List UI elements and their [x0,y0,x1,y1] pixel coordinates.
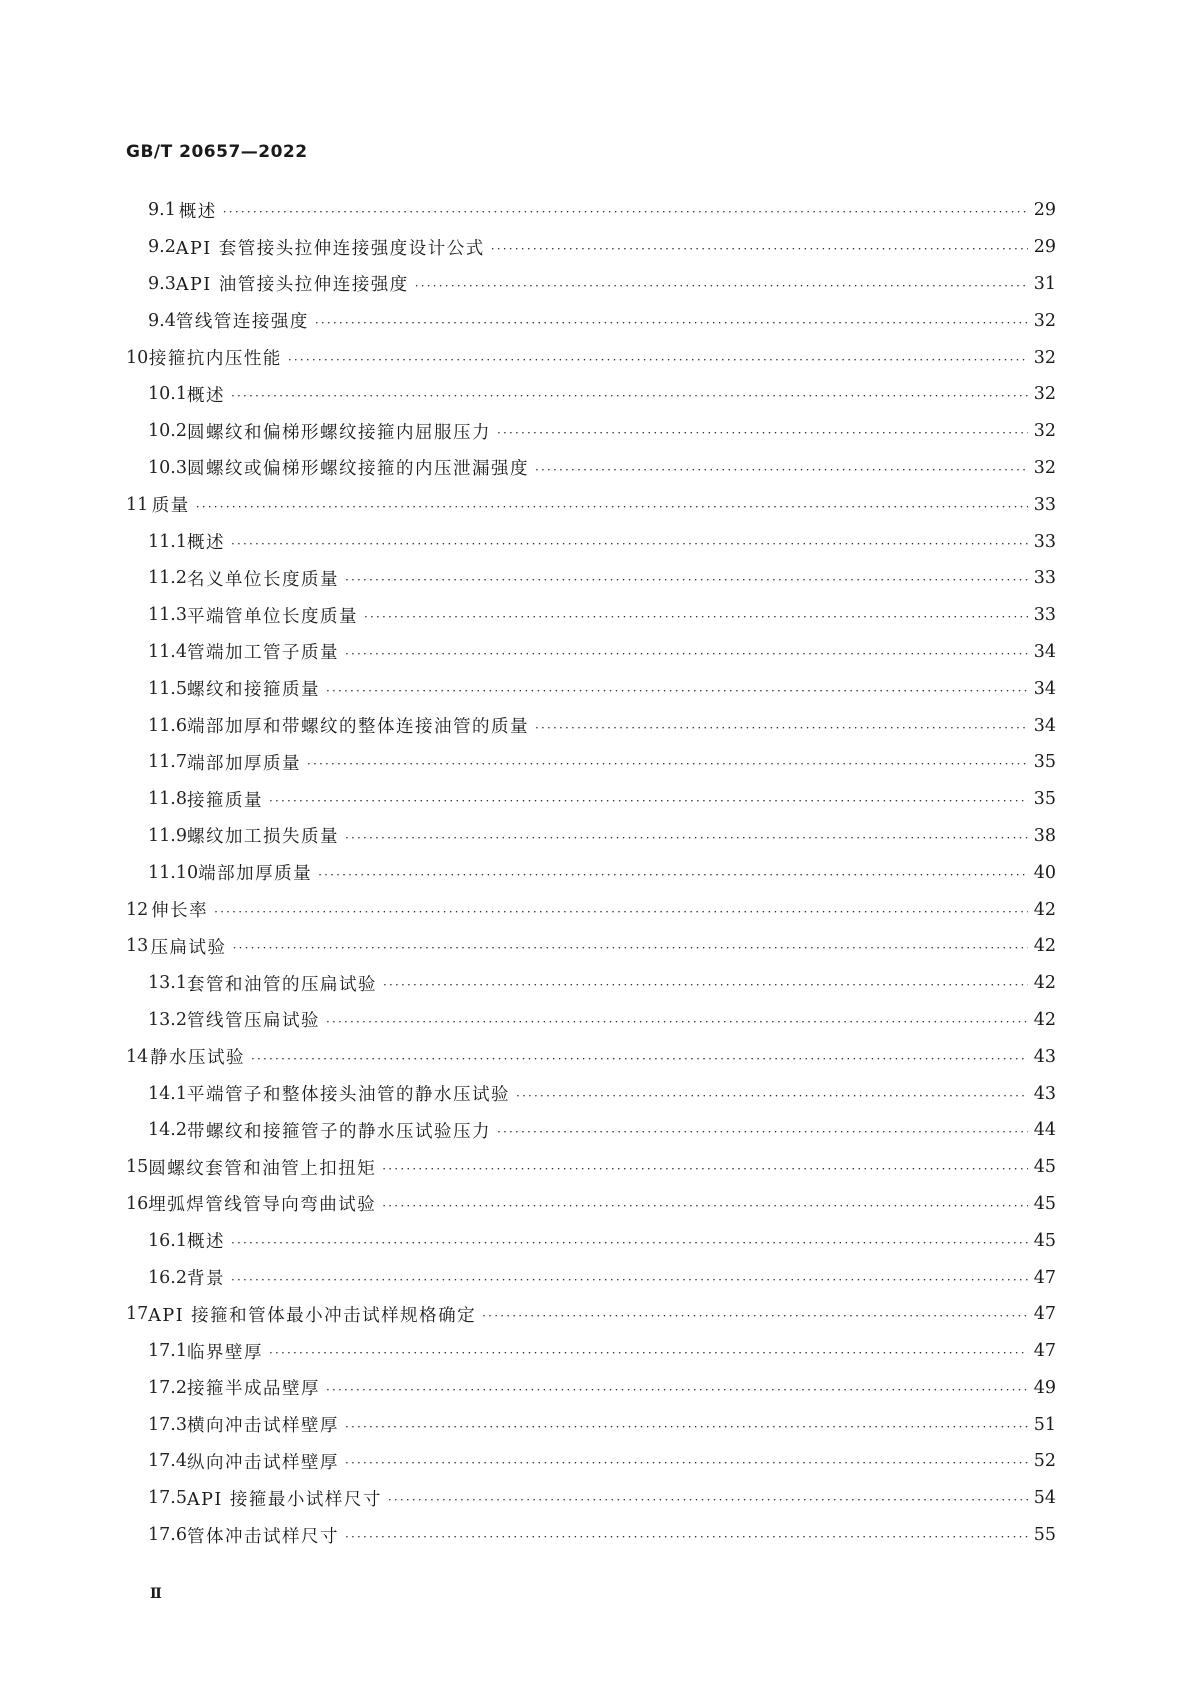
toc-entry[interactable] [126,928,1056,965]
toc-entry-number: 13.2 [148,1009,187,1030]
toc-entry-title: 纵向冲击试样壁厚 [186,1452,339,1473]
toc-entry-page: 34 [1033,678,1056,699]
toc-entry-page: 32 [1033,347,1056,368]
toc-dot-leader [231,1273,1028,1287]
toc-entry[interactable] [126,707,1056,744]
toc-entry[interactable] [126,781,1056,818]
toc-entry-number: 11.4 [148,641,187,662]
toc-entry-number: 15 [126,1157,149,1178]
toc-dot-leader [535,721,1028,735]
toc-entry-title: 管线管压扁试验 [186,1011,320,1032]
toc-dot-leader [251,1052,1028,1066]
toc-entry-title: 背景 [186,1269,225,1289]
toc-entry-title: 端部加厚和带螺纹的整体连接油管的质量 [186,717,529,738]
toc-dot-leader [497,1125,1028,1139]
toc-entry-page: 45 [1033,1230,1056,1251]
toc-entry-page: 54 [1033,1488,1056,1509]
toc-entry-number: 11.8 [148,789,187,810]
toc-entry-number: 11.2 [148,568,187,589]
toc-entry-number: 10.1 [148,384,187,405]
table-of-contents [126,192,1056,1553]
toc-entry-page: 49 [1033,1377,1056,1398]
toc-entry[interactable] [126,1222,1056,1259]
toc-entry-page: 34 [1033,641,1056,662]
toc-entry-title: 管端加工管子质量 [186,643,339,664]
toc-entry[interactable] [126,339,1056,376]
toc-entry-number: 11.1 [148,531,187,552]
toc-dot-leader [535,463,1028,477]
toc-dot-leader [491,242,1028,256]
toc-entry-title: 管线管连接强度 [175,312,309,333]
toc-entry-number: 11.6 [148,715,187,736]
toc-dot-leader [383,978,1028,992]
toc-entry-number: 11.5 [148,678,187,699]
toc-entry[interactable] [126,1370,1056,1407]
toc-entry-title: 概述 [186,533,225,554]
toc-entry-page: 40 [1033,862,1056,883]
toc-dot-leader [345,1456,1028,1470]
toc-entry[interactable] [126,670,1056,707]
toc-entry-number: 16.2 [148,1267,187,1288]
page-number: Ⅱ [150,1586,162,1602]
toc-entry-page: 29 [1033,237,1056,258]
toc-entry-page: 32 [1033,310,1056,331]
toc-entry[interactable] [126,854,1056,891]
toc-entry[interactable] [126,1112,1056,1149]
toc-entry-number: 13.1 [148,973,187,994]
toc-entry[interactable] [126,413,1056,450]
toc-entry-title: 临界壁厚 [186,1342,263,1363]
toc-entry[interactable] [126,266,1056,303]
toc-dot-leader [345,647,1028,661]
toc-entry-number: 9.1 [148,200,176,221]
toc-dot-leader [382,1199,1027,1213]
toc-dot-leader [269,794,1028,808]
toc-entry[interactable] [126,1333,1056,1370]
toc-dot-leader [196,500,1028,514]
toc-entry-number: 9.3 [148,273,176,294]
toc-dot-leader [326,1383,1028,1397]
toc-dot-leader [307,757,1028,771]
toc-dot-leader [388,1493,1028,1507]
toc-entry[interactable] [126,744,1056,781]
toc-entry-page: 29 [1033,200,1056,221]
toc-entry-page: 47 [1033,1304,1056,1325]
toc-entry[interactable] [126,1517,1056,1554]
toc-entry[interactable] [126,523,1056,560]
toc-entry-page: 42 [1033,936,1056,957]
toc-dot-leader [231,389,1028,403]
toc-entry[interactable] [126,1443,1056,1480]
toc-dot-leader [318,868,1028,882]
toc-dot-leader [382,1162,1027,1176]
toc-entry-page: 31 [1033,273,1056,294]
toc-dot-leader [497,426,1028,440]
toc-entry[interactable] [126,450,1056,487]
toc-entry-title: 静水压试验 [150,1048,245,1069]
toc-entry-title: 伸长率 [151,901,209,922]
toc-entry-title: 概述 [186,1232,225,1253]
toc-entry-page: 34 [1033,715,1056,736]
toc-entry-number: 17 [126,1304,149,1325]
toc-entry[interactable] [126,891,1056,928]
toc-entry-number: 16.1 [148,1230,187,1251]
toc-dot-leader [345,1530,1028,1544]
toc-entry-number: 16 [126,1193,149,1214]
toc-entry[interactable] [126,1038,1056,1075]
toc-entry-page: 43 [1033,1083,1056,1104]
toc-dot-leader [482,1309,1028,1323]
toc-entry-title: 带螺纹和接箍管子的静水压试验压力 [186,1121,491,1142]
toc-entry-number: 11.3 [148,605,187,626]
toc-entry-title: API 套管接头拉伸连接强度设计公式 [175,238,485,259]
toc-dot-leader [288,353,1028,367]
toc-entry-page: 35 [1033,789,1056,810]
toc-entry[interactable] [126,1296,1056,1333]
toc-dot-leader [345,831,1028,845]
toc-dot-leader [315,316,1028,330]
toc-entry-title: 接箍半成品壁厚 [186,1379,320,1400]
toc-dot-leader [214,905,1028,919]
toc-entry-title: 压扁试验 [150,937,227,958]
toc-entry-title: 名义单位长度质量 [186,569,339,590]
toc-entry-number: 11 [126,494,149,515]
document-code: GB/T 20657—2022 [126,142,308,162]
toc-entry-page: 33 [1033,531,1056,552]
toc-entry-number: 17.5 [148,1488,187,1509]
toc-entry-page: 43 [1033,1046,1056,1067]
toc-entry-page: 33 [1033,568,1056,589]
toc-entry-title: 圆螺纹或偏梯形螺纹接箍的内压泄漏强度 [186,459,529,480]
toc-entry-title: 管体冲击试样尺寸 [186,1526,339,1547]
toc-entry-page: 32 [1033,457,1056,478]
toc-entry-page: 51 [1033,1414,1056,1435]
toc-entry-title: 端部加厚质量 [186,753,301,774]
toc-entry-number: 11.10 [148,862,199,883]
toc-entry-number: 17.2 [148,1377,187,1398]
toc-entry-title: 圆螺纹和偏梯形螺纹接箍内屈服压力 [186,422,491,443]
toc-entry-page: 33 [1033,605,1056,626]
toc-entry-page: 42 [1033,1009,1056,1030]
toc-entry[interactable] [126,302,1056,339]
toc-entry[interactable] [126,1480,1056,1517]
toc-entry[interactable] [126,1186,1056,1223]
toc-entry-number: 10.3 [148,457,187,478]
toc-entry[interactable] [126,634,1056,671]
toc-entry-title: 埋弧焊管线管导向弯曲试验 [148,1195,377,1216]
toc-entry[interactable] [126,965,1056,1002]
toc-entry-title: 概述 [186,385,225,406]
toc-entry[interactable] [126,376,1056,413]
toc-entry-number: 9.4 [148,310,176,331]
toc-entry-page: 35 [1033,752,1056,773]
toc-entry[interactable] [126,1002,1056,1039]
toc-entry-title: 概述 [178,201,217,222]
toc-entry[interactable] [126,486,1056,523]
toc-entry-number: 10.2 [148,421,187,442]
toc-entry-number: 17.4 [148,1451,187,1472]
toc-entry-title: API 油管接头拉伸连接强度 [175,275,409,296]
toc-dot-leader [269,1346,1028,1360]
toc-entry[interactable] [126,1259,1056,1296]
toc-entry[interactable] [126,597,1056,634]
toc-entry-page: 44 [1033,1120,1056,1141]
toc-entry-page: 32 [1033,384,1056,405]
toc-entry-page: 45 [1033,1193,1056,1214]
toc-entry-number: 17.6 [148,1525,187,1546]
toc-entry-title: 接箍抗内压性能 [148,349,282,370]
toc-entry-title: 端部加厚质量 [198,864,313,885]
toc-dot-leader [233,941,1028,955]
toc-entry-number: 14 [126,1046,149,1067]
toc-entry-page: 55 [1033,1525,1056,1546]
toc-entry-page: 32 [1033,421,1056,442]
toc-entry[interactable] [126,1149,1056,1186]
toc-entry-title: 横向冲击试样壁厚 [186,1416,339,1437]
toc-entry-page: 42 [1033,899,1056,920]
toc-dot-leader [231,1236,1028,1250]
toc-dot-leader [326,1015,1028,1029]
toc-entry[interactable] [126,192,1056,229]
toc-dot-leader [364,610,1028,624]
toc-entry-page: 52 [1033,1451,1056,1472]
toc-entry[interactable] [126,560,1056,597]
toc-entry-title: 接箍质量 [186,790,263,811]
toc-entry-number: 17.3 [148,1414,187,1435]
toc-entry-number: 10 [126,347,149,368]
toc-entry[interactable] [126,818,1056,855]
toc-entry-page: 42 [1033,973,1056,994]
toc-entry-number: 17.1 [148,1341,187,1362]
toc-dot-leader [326,684,1028,698]
toc-entry-title: 平端管单位长度质量 [186,606,358,627]
toc-entry-page: 47 [1033,1341,1056,1362]
toc-entry-page: 33 [1033,494,1056,515]
toc-entry-number: 11.7 [148,752,187,773]
toc-entry-title: 套管和油管的压扁试验 [186,974,377,995]
toc-entry-number: 13 [126,936,149,957]
toc-entry-title: API 接箍和管体最小冲击试样规格确定 [148,1305,477,1326]
toc-dot-leader [345,573,1028,587]
toc-entry[interactable] [126,1075,1056,1112]
toc-entry-title: 螺纹和接箍质量 [186,680,320,701]
toc-dot-leader [345,1420,1028,1434]
toc-entry-number: 14.2 [148,1120,187,1141]
toc-dot-leader [223,205,1028,219]
toc-entry[interactable] [126,1406,1056,1443]
toc-entry-page: 45 [1033,1157,1056,1178]
toc-entry-title: 质量 [151,496,190,517]
toc-entry-title: 圆螺纹套管和油管上扣扭矩 [148,1158,377,1179]
toc-dot-leader [415,279,1028,293]
toc-entry-number: 12 [126,899,149,920]
toc-entry-title: 螺纹加工损失质量 [186,827,339,848]
toc-dot-leader [516,1089,1028,1103]
toc-dot-leader [231,537,1028,551]
toc-entry-page: 47 [1033,1267,1056,1288]
toc-entry-title: 平端管子和整体接头油管的静水压试验 [186,1085,510,1106]
toc-entry-number: 11.9 [148,825,187,846]
toc-entry-number: 9.2 [148,237,176,258]
toc-entry-page: 38 [1033,825,1056,846]
toc-entry-title: API 接箍最小试样尺寸 [186,1489,382,1510]
toc-entry[interactable] [126,229,1056,266]
toc-entry-number: 14.1 [148,1083,187,1104]
